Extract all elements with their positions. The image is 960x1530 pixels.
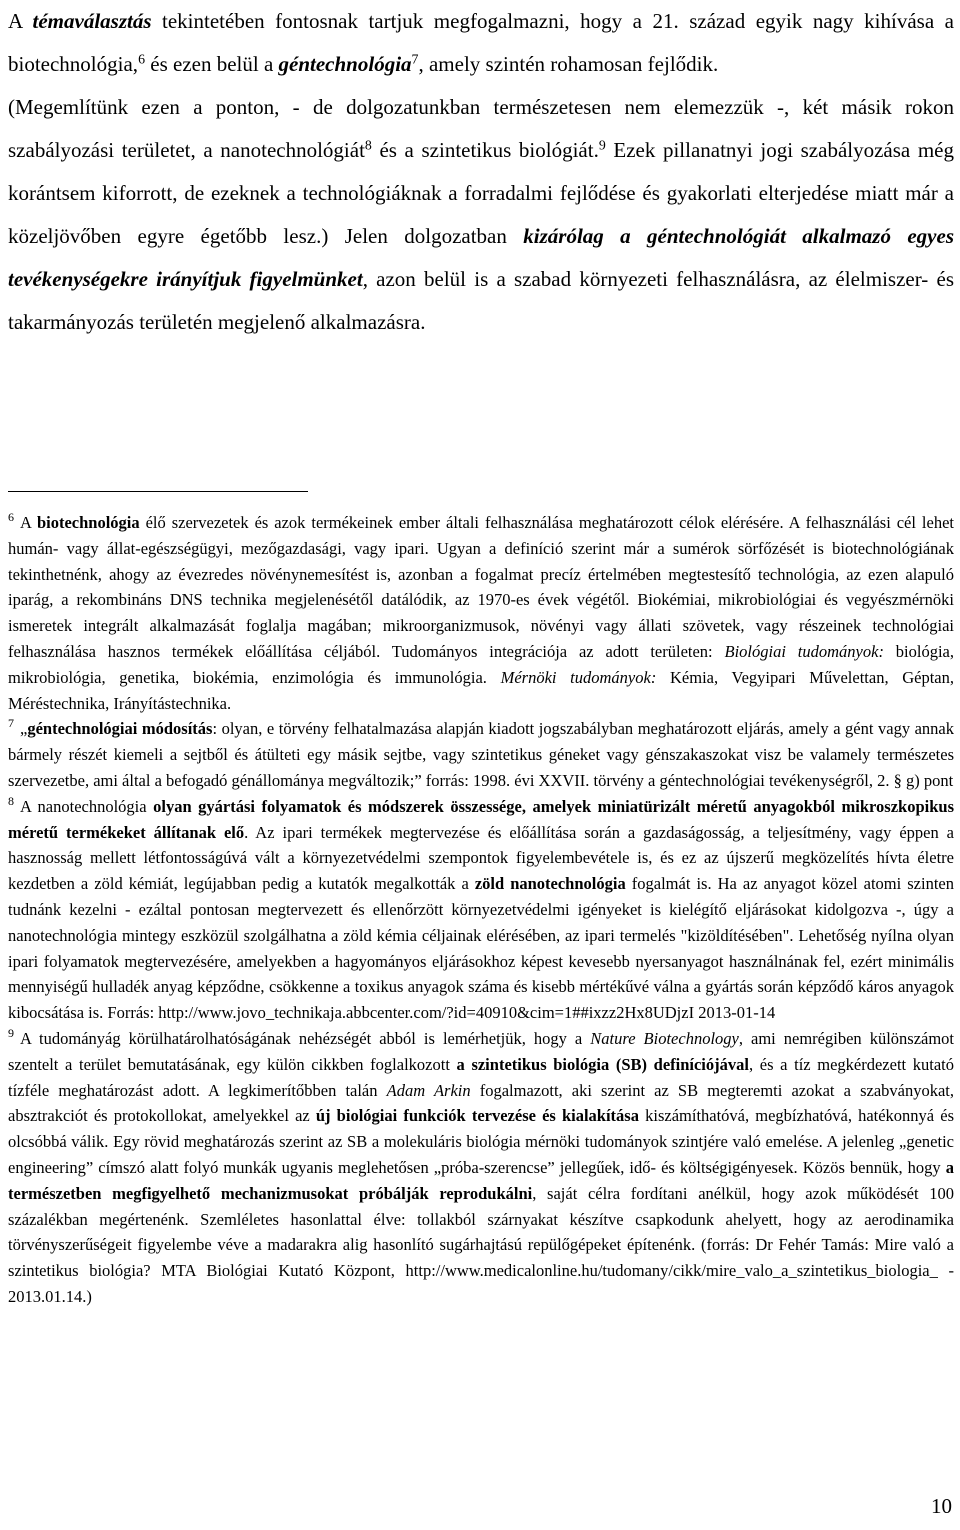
text: fogalmát is. Ha az anyagot közel atomi szinten tudnánk kezelni - ezáltal pontosan megtervezett és ellenőrzött környezetvédelmi igényeket is kielégítő eljárásokat kidolgozva -, úgy a nanotechnológia mintegy eszközül szolgálhatna a zöld kémia céljainak elérésében, az ipari termelés "kizöldítésében". Lehetőség nyílna olyan ipari folyamatok megtervezésére, amelyekben a hagyományos eljárásokhoz képest kevesebb nyersanyagot használnának fel, ezért minimális mennyiségű hulladék anyag képződne, csökkenne a toxikus anyagok száma és kisebb mértékűvé válna a gyártás során képződő káros anyagok kibocsátása is. Forrás: http://www.jovo_technikaja.abbcenter.com/?id=40910&cim=1##ixzz2Hx8UDjzI 2013-01-14 <box>8 874 954 1023</box>
footnote-6 <box>8 510 954 716</box>
bold-term: a természetben megfigyelhető mechanizmusokat próbálják reprodukálni <box>8 1157 954 1203</box>
text: Ezek pillanatnyi jogi szabályozása még korántsem kiforrott, de ezeknek a technológiáknak a forradalmi fejlődése és gyakorlati elterjedése miatt már a közeljövőben egyre égetőbb lesz.) Jelen dolgozatban <box>8 138 954 248</box>
footnotes <box>8 510 954 1310</box>
bold-term: biotechnológia <box>36 513 140 532</box>
footnote-ref-7[interactable]: 7 <box>411 51 419 67</box>
footnote-8 <box>8 794 954 1026</box>
footnote-ref-6[interactable]: 6 <box>138 51 145 67</box>
italic-term: Biológiai tudományok: <box>724 641 884 661</box>
italic-term: Nature Biotechnology <box>590 1028 739 1048</box>
text: tekintetében fontosnak tartjuk megfogalmazni, hogy a 21. század egyik nagy kihívása a biotechnológia, <box>8 9 954 76</box>
italic-term: Mérnöki tudományok: <box>500 667 657 687</box>
footnote-number: 6 <box>8 509 14 524</box>
bold-term: zöld nanotechnológia <box>474 874 626 894</box>
text: , és a tíz megkérdezett kutató tízféle meghatározást adott. A legkimerítőbben talán <box>8 1054 954 1100</box>
footnote-7 <box>8 716 954 793</box>
bold-term: új biológiai funkciók tervezése és kialakítása <box>315 1106 639 1126</box>
text: és a szintetikus biológiát. <box>371 138 599 162</box>
text: biológia, mikrobiológia, genetika, biokémia, enzimológia és immunológia. <box>8 641 954 687</box>
text: : olyan, e törvény felhatalmazása alapján kiadott jogszabályban meghatározott eljárás, amely a gént vagy annak bármely részét kiemeli a sejtből és átülteti egy másik sejtbe, vagy szintetikus géneket vagy génszakaszokat visz be valamely természetes szervezetbe, ami által a befogadó génállománya megváltozik;” forrás: 1998. évi XXVII. törvény a géntechnológiai tevékenységről, 2. § g) pont <box>8 719 955 790</box>
text: , azon belül is a szabad környezeti felhasználásra, az élelmiszer- és takarmányozás területén megjelenő alkalmazásra. <box>8 267 954 334</box>
paragraph-scope <box>8 86 954 344</box>
text: és ezen belül a <box>145 52 279 76</box>
bold-term: géntechnológiai módosítás <box>27 719 213 739</box>
page-body <box>8 0 954 344</box>
text: kiszámíthatóvá, megbízhatóvá, hatékonnyá és olcsóbbá válik. Egy rövid meghatározás szerint az SB a molekuláris biológia mérnöki tudományok szintjére való emelése. A jelenleg „genetic engineering” címszó alatt folyó munkák ugyanis meglehetősen „próba-szerencse” jellegűek, idő- és költségigényesek. Közös bennük, hogy <box>8 1106 955 1177</box>
text: A <box>20 513 37 532</box>
footnote-separator <box>8 491 308 492</box>
text: . Az ipari termékek megtervezése és előállítása során a gazdaságosság, a teljesítmény, vagy éppen a hasznosság mellett létfontosságúvá vált a környezetvédelmi szempontok figyelembevétele is, és ez az újszerű megközelítés hívta életre kezdetben a zöld kémiát, legújabban pedig a kutatók megalkották a <box>8 822 954 894</box>
footnote-ref-9[interactable]: 9 <box>598 137 606 153</box>
emphasis-gene-technology: géntechnológia <box>278 52 412 76</box>
page-number: 10 <box>931 1494 952 1518</box>
emphasis-focus: kizárólag a géntechnológiát alkalmazó egyes tevékenységekre irányítjuk figyelmünket <box>8 224 954 291</box>
text: (Megemlítünk ezen a ponton, - de dolgozatunkban természetesen nem elemezzük -, két másik rokon szabályozási területet, a nanotechnológiát <box>8 95 954 162</box>
text: élő szervezetek és azok termékeinek ember általi felhasználása meghatározott célok elérésére. A felhasználási cél lehet humán- vagy állat-egészségügyi, mezőgazdasági, vagy ipari. Ugyan a definíció szerint már a sumérok sörfőzését is biotechnológiának tekinthetnénk, ahogy az évezredes növénynemesítést is, azonban a fogalmat precíz értelmében megtestesítő technológia, az ezen alapuló iparág, a rekombináns DNS technika megjelenésétől datálódik, az 1970-es évek végétől. Biokémiai, mikrobiológiai és vegyészmérnöki ismeretek integrált alkalmazását foglalja magában; mikroorganizmusok, növényi vagy állati szövetek, vagy részeinek technológiai felhasználása hasznos termékek előállítása céljából. Tudományos integrációja az adott területen: <box>8 513 954 661</box>
text: A nanotechnológia <box>20 796 154 816</box>
footnote-number: 9 <box>8 1025 14 1040</box>
text: Kémia, Vegyipari Művelettan, Géptan, Méréstechnika, Irányítástechnika. <box>8 667 955 713</box>
text: , saját célra fordítani anélkül, hogy azok működését 100 százalékban megértenénk. Szemléletes hasonlattal élve: tollakból szárnyakat készítve csapkodunk ahelyett, hogy az aerodinamika törvényszerűségeit figyelembe véve a madarakra alig hasonlító sugárhajtású repülőgépeket építenénk. (forrás: Dr Fehér Tamás: Mire való a szintetikus biológia? MTA Biológiai Kutató Központ, http://www.medicalonline.hu/tudomany/cikk/mire_valo_a_szintetikus_biologia_ - 2013.01.14.) <box>8 1183 954 1306</box>
text: , ami nemrégiben különszámot szentelt a terület bemutatásának, egy külön cikkben foglalkozott <box>8 1028 955 1074</box>
footnote-ref-8[interactable]: 8 <box>364 137 372 153</box>
emphasis-topic-choice: témaválasztás <box>32 9 152 33</box>
text: „ <box>20 719 28 739</box>
italic-term: Adam Arkin <box>386 1080 471 1100</box>
paragraph-topic-choice <box>8 0 954 86</box>
bold-term: a szintetikus biológia (SB) definíciójával <box>456 1054 749 1074</box>
text: fogalmazott, aki szerint az SB megteremti azokat a szabványokat, absztrakciót és protokollokat, amelyekkel az <box>8 1080 954 1126</box>
footnote-number: 8 <box>8 793 14 808</box>
text: A <box>8 9 33 33</box>
footnote-number: 7 <box>8 716 14 731</box>
footnote-9 <box>8 1026 954 1310</box>
text: , amely szintén rohamosan fejlődik. <box>418 52 719 76</box>
text: A tudományág körülhatárolhatóságának nehézségét abból is lemérhetjük, hogy a <box>20 1028 591 1048</box>
bold-term: olyan gyártási folyamatok és módszerek összessége, amelyek miniatürizált méretű anyagokból mikroszkopikus méretű termékeket állítanak elő <box>8 796 954 842</box>
